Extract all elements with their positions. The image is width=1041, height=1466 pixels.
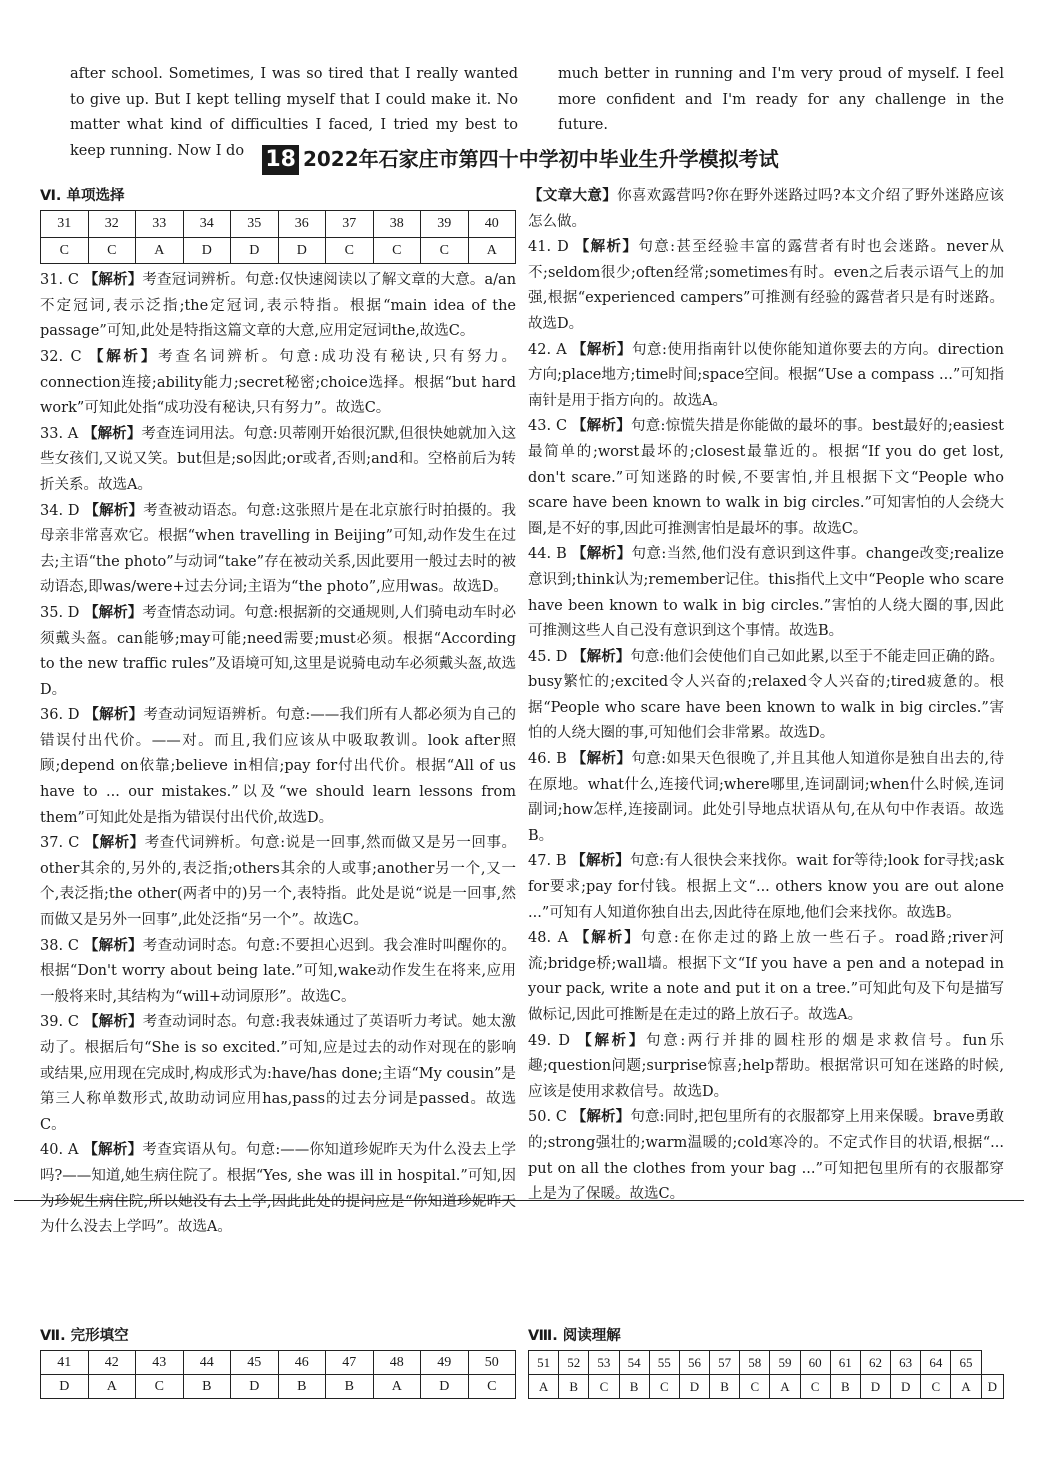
question-number: 55 [649, 1351, 679, 1375]
answer-letter: C [136, 1375, 184, 1399]
answer-letter: B [556, 546, 567, 563]
answer-letter: C [555, 1109, 567, 1126]
section-6-heading: Ⅵ. 单项选择 [40, 188, 125, 204]
analysis-tag: 【解析】 [84, 502, 144, 519]
analysis-tag: 【解析】 [571, 546, 632, 563]
explanation-text: 句意:如果天色很晚了,并且其他人知道你是独自出去的,待在原地。what什么,连接代词;where哪里,连词副词;when什么时候,连词副词;how怎样,连接副词。此处引导地点状语从句,在从句中作表语。故选B。 [528, 751, 1005, 844]
section-8-heading: Ⅷ. 阅读理解 [528, 1328, 621, 1344]
analysis-tag: 【解析】 [83, 272, 143, 289]
answer-letter: D [558, 1032, 570, 1049]
divider-line [14, 1200, 1024, 1201]
explanation-text: 句意:惊慌失措是你能做的最坏的事。best最好的;easiest最简单的;worst最坏的;closest最靠近的。根据“If you do get lost, don't scare.”可知迷路的时候,不要害怕,并且根据下文“People who scare have been known to walk in big circles.”可知害怕的人会绕大圈,是不好的事,因此可推测害怕是最坏的事。故选C。 [528, 418, 1005, 537]
exam-title [0, 144, 1041, 175]
answer-letter: D [679, 1375, 709, 1399]
answer-letter: C [67, 1014, 80, 1031]
answer-letter: C [68, 835, 80, 852]
question-number: 49 [421, 1351, 469, 1375]
answer-letter: D [183, 237, 231, 264]
question-number: 35 [231, 211, 279, 238]
question-number: 65 [951, 1351, 981, 1375]
question-number: 62 [860, 1351, 890, 1375]
explanation-item [40, 703, 516, 831]
question-number: 39 [421, 211, 469, 238]
answer-letter: A [770, 1375, 800, 1399]
explanation-text: 考查冠词辨析。句意:仅快速阅读以了解文章的大意。a/an不定冠词,表示泛指;the定冠词,表示特指。根据“main idea of the passage”可知,此处是特指这篇文章的大意,应用定冠词the,故选C。 [40, 272, 517, 340]
analysis-tag: 【解析】 [82, 425, 142, 442]
answer-letter: C [41, 237, 89, 264]
answer-table-answers [41, 1375, 516, 1399]
summary-tag: 【文章大意】 [528, 188, 618, 204]
question-number: 50 [468, 1351, 516, 1375]
explanation-item [40, 345, 516, 422]
explanation-text: 句意:他们会使他们自己如此累,以至于不能走回正确的路。busy繁忙的;excited令人兴奋的;relaxed令人兴奋的;tired疲惫的。根据“People who scare have been known to walk in big circles.”害怕的人绕大圈的事,可知他们会非常累。故选D。 [528, 648, 1005, 742]
answer-letter: C [373, 237, 421, 264]
explanation-item [40, 268, 516, 345]
answer-letter: B [619, 1375, 649, 1399]
analysis-tag: 【解析】 [572, 648, 631, 665]
analysis-tag: 【解析】 [84, 707, 144, 724]
question-number: 54 [619, 1351, 649, 1375]
question-number: 59 [770, 1351, 800, 1375]
answer-letter: C [800, 1375, 830, 1399]
answer-letter: C [326, 237, 374, 264]
question-number: 48. [528, 930, 552, 947]
explanation-text: 考查名词辨析。句意:成功没有秘诀,只有努力。connection连接;ability能力;secret秘密;choice选择。根据“but hard work”可知此处指“成功没有秘诀,只有努力”。故选C。 [40, 348, 517, 417]
question-number: 31. [40, 272, 64, 289]
answer-letter: A [136, 237, 184, 264]
explanation-item [40, 831, 516, 933]
exam-number-badge: 18 [262, 145, 299, 175]
question-number: 64 [921, 1351, 951, 1375]
section-8 [528, 1324, 1004, 1403]
answer-letter: B [278, 1375, 326, 1399]
question-number: 31 [41, 211, 89, 238]
answer-letter: D [67, 707, 80, 724]
analysis-tag: 【解析】 [88, 348, 159, 365]
answer-letter: C [921, 1375, 951, 1399]
explanation-text: 考查动词时态。句意:我表妹通过了英语听力考试。她太激动了。根据后句“She is so excited.”可知,应是过去的动作对现在的影响或结果,应用现在完成时,构成形式为:have/has done;主语“My cousin”是第三人称单数形式,故助动词应用has,pass的过去分词是passed。故选C。 [40, 1014, 517, 1133]
question-number: 33 [136, 211, 184, 238]
explanation-item [528, 645, 1004, 747]
question-number: 57 [710, 1351, 740, 1375]
analysis-tag: 【解析】 [571, 751, 632, 768]
answer-letter: D [860, 1375, 890, 1399]
explanation-item [528, 338, 1004, 415]
passage-text: after school. Sometimes, I was so tired that I really wanted to give up. But I kept telling myself that I could make it. No matter what kind of difficulties I faced, I tried my best to keep running. Now I do [70, 66, 518, 159]
answer-table-answers [41, 237, 516, 264]
explanation-text: 考查动词时态。句意:不要担心迟到。我会准时叫醒你的。根据“Don't worry about being late.”可知,wake动作发生在将来,应用一般将来时,其结构为“will+动词原形”。故选C。 [40, 937, 517, 1005]
section-8-answer-table [528, 1350, 1004, 1399]
question-number: 40 [468, 211, 516, 238]
question-number: 37 [326, 211, 374, 238]
explanation-item [40, 1138, 516, 1240]
section-7-answer-table [40, 1350, 516, 1399]
passage-text: much better in running and I'm very proud of myself. I feel more confident and I'm ready for any challenge in the future. [558, 66, 1004, 134]
answer-letter: A [67, 1142, 79, 1159]
answer-letter: C [67, 272, 79, 289]
question-number: 49. [528, 1032, 552, 1049]
right-explanations [528, 235, 1004, 1208]
section-7-heading: Ⅶ. 完形填空 [40, 1328, 129, 1344]
question-number: 46. [528, 751, 552, 768]
article-summary [528, 184, 1004, 235]
answer-letter: B [326, 1375, 374, 1399]
section-6-answer-table [40, 210, 516, 264]
explanation-item [40, 1010, 516, 1138]
answer-letter: C [740, 1375, 770, 1399]
analysis-tag: 【解析】 [574, 930, 641, 947]
explanation-item [40, 499, 516, 601]
explanation-item [528, 542, 1004, 644]
explanation-item [40, 422, 516, 499]
answer-letter: D [67, 604, 80, 621]
answer-letter: C [649, 1375, 679, 1399]
analysis-tag: 【解析】 [577, 1032, 647, 1049]
answer-letter: D [421, 1375, 469, 1399]
analysis-tag: 【解析】 [83, 1014, 143, 1031]
question-number: 51 [529, 1351, 559, 1375]
question-number: 52 [559, 1351, 589, 1375]
question-number: 45. [528, 648, 552, 665]
question-number: 42. [528, 341, 552, 358]
answer-letter: A [468, 237, 516, 264]
answer-table-answers [529, 1375, 1004, 1399]
answer-table-numbers [529, 1351, 1004, 1375]
explanation-text: 考查代词辨析。句意:说是一回事,然而做又是另一回事。other其余的,另外的,表泛指;others其余的人或事;another另一个,又一个,表泛指;the other(两者中的)另一个,表特指。此处是说“说是一回事,然而做又是另外一回事”,此处泛指“另一个”。故选C。 [40, 835, 517, 929]
analysis-tag: 【解析】 [571, 1109, 631, 1126]
explanation-text: 句意:两行并排的圆柱形的烟是求救信号。fun乐趣;question问题;surprise惊喜;help帮助。根据常识可知在迷路的时候,应该是使用求救信号。故选D。 [528, 1032, 1005, 1100]
analysis-tag: 【解析】 [84, 604, 143, 621]
question-number: 35. [40, 604, 64, 621]
left-column [40, 184, 516, 1241]
analysis-tag: 【解析】 [571, 853, 630, 870]
question-number: 40. [40, 1142, 64, 1159]
explanation-item [528, 1029, 1004, 1106]
explanation-text: 考查动词短语辨析。句意:——我们所有人都必须为自己的错误付出代价。——对。而且,我们应该从中吸取教训。look after照顾;depend on依靠;believe in相信;pay for付出代价。根据“All of us have to ... our mistakes.”以及“we should learn lessons from them”可知此处是指为错误付出代价,故选D。 [40, 707, 517, 826]
question-number: 44. [528, 546, 552, 563]
answer-table-numbers [41, 1351, 516, 1375]
left-explanations [40, 268, 516, 1241]
question-number: 36. [40, 707, 64, 724]
question-number: 43. [528, 418, 552, 435]
answer-letter: C [67, 937, 80, 954]
answer-letter: B [556, 751, 567, 768]
explanation-item [528, 414, 1004, 542]
answer-letter: A [373, 1375, 421, 1399]
question-number: 43 [136, 1351, 184, 1375]
question-number: 61 [830, 1351, 860, 1375]
analysis-tag: 【解析】 [571, 418, 631, 435]
answer-letter: A [557, 930, 569, 947]
answer-letter: A [951, 1375, 981, 1399]
question-number: 50. [528, 1109, 552, 1126]
explanation-item [528, 747, 1004, 849]
explanation-item [40, 601, 516, 703]
answer-letter: C [555, 418, 568, 435]
answer-letter: C [421, 237, 469, 264]
answer-table-numbers [41, 211, 516, 238]
explanation-text: 句意:使用指南针以使你能知道你要去的方向。direction方向;place地方;time时间;space空间。根据“Use a compass ...”可知指南针是用于指方向的。故选A。 [528, 341, 1005, 409]
question-number: 63 [891, 1351, 921, 1375]
answer-letter: D [231, 237, 279, 264]
question-number: 39. [40, 1014, 64, 1031]
analysis-tag: 【解析】 [571, 341, 632, 358]
answer-letter: D [891, 1375, 921, 1399]
answer-letter: B [559, 1375, 589, 1399]
explanation-text: 句意:甚至经验丰富的露营者有时也会迷路。never从不;seldom很少;often经常;sometimes有时。even之后表示语气上的加强,根据“experienced campers”可推测有经验的露营者只是有时迷路。故选D。 [528, 239, 1005, 332]
question-number: 38 [373, 211, 421, 238]
question-number: 47. [528, 853, 552, 870]
answer-letter: C [70, 348, 82, 365]
question-number: 48 [373, 1351, 421, 1375]
explanation-text: 句意:同时,把包里所有的衣服都穿上用来保暖。brave勇敢的;strong强壮的;warm温暖的;cold寒冷的。不定式作目的状语,根据“... put on all the clothes from your bag ...”可知把包里所有的衣服都穿上是为了保暖。故选C。 [528, 1109, 1005, 1203]
analysis-tag: 【解析】 [84, 835, 145, 852]
question-number: 32 [88, 211, 136, 238]
explanation-item [528, 849, 1004, 926]
answer-letter: B [710, 1375, 740, 1399]
answer-letter: D [67, 502, 80, 519]
explanation-text: 考查被动语态。句意:这张照片是在北京旅行时拍摄的。我母亲非常喜欢它。根据“when travelling in Beijing”可知,动作发生在过去;主语“the photo”与动词“take”存在被动关系,因此要用一般过去时的被动语态,即was/were+过去分词;主语为“the photo”,应用was。故选D。 [40, 502, 517, 596]
answer-letter: A [88, 1375, 136, 1399]
question-number: 56 [679, 1351, 709, 1375]
explanation-text: 考查宾语从句。句意:——你知道珍妮昨天为什么没去上学吗?——知道,她生病住院了。根据“Yes, she was ill in hospital.”可知,因为珍妮生病住院,所以她没有去上学,因此此处的提问应是“你知道珍妮昨天为什么没去上学吗”。故选A。 [40, 1142, 517, 1236]
explanation-text: 句意:在你走过的路上放一些石子。road路;river河流;bridge桥;wall墙。根据下文“If you have a pen and a notepad in your pack, write a note and put it on a tree.”可知此句及下句是描写做标记,因此可推断是在走过的路上放石子。故选A。 [528, 930, 1005, 1023]
analysis-tag: 【解析】 [83, 1142, 143, 1159]
explanation-item [528, 1105, 1004, 1207]
answer-letter: A [529, 1375, 559, 1399]
question-number: 36 [278, 211, 326, 238]
explanation-text: 考查情态动词。句意:根据新的交通规则,人们骑电动车时必须戴头盔。can能够;may可能;need需要;must必须。根据“According to the new traffic rules”及语境可知,这里是说骑电动车必须戴头盔,故选D。 [40, 604, 517, 698]
question-number: 33. [40, 425, 64, 442]
summary-text: 你喜欢露营吗?你在野外迷路过吗?本文介绍了野外迷路应该怎么做。 [528, 188, 1005, 230]
exam-title-text: 2022年石家庄市第四十中学初中毕业生升学模拟考试 [302, 147, 779, 171]
question-number: 47 [326, 1351, 374, 1375]
answer-letter: B [183, 1375, 231, 1399]
answer-letter: D [278, 237, 326, 264]
question-number: 53 [589, 1351, 619, 1375]
answer-letter: C [88, 237, 136, 264]
answer-letter: A [556, 341, 567, 358]
answer-letter: D [981, 1375, 1003, 1399]
answer-letter: B [830, 1375, 860, 1399]
question-number: 46 [278, 1351, 326, 1375]
answer-letter: D [41, 1375, 89, 1399]
question-number: 41. [528, 239, 552, 256]
analysis-tag: 【解析】 [574, 239, 639, 256]
answer-letter: D [231, 1375, 279, 1399]
top-right-passage [558, 62, 1004, 139]
question-number: 45 [231, 1351, 279, 1375]
answer-letter: A [67, 425, 79, 442]
analysis-tag: 【解析】 [83, 937, 143, 954]
question-number: 32. [40, 348, 64, 365]
question-number: 37. [40, 835, 64, 852]
question-number: 38. [40, 937, 64, 954]
explanation-item [528, 926, 1004, 1028]
question-number: 41 [41, 1351, 89, 1375]
explanation-text: 考查连词用法。句意:贝蒂刚开始很沉默,但很快她就加入这些女孩们,又说又笑。but但是;so因此;or或者,否则;and和。空格前后为转折关系。故选A。 [40, 425, 517, 493]
section-7 [40, 1324, 516, 1403]
question-number: 34. [40, 502, 64, 519]
question-number: 44 [183, 1351, 231, 1375]
question-number: 60 [800, 1351, 830, 1375]
right-column [528, 184, 1004, 1208]
explanation-item [528, 235, 1004, 337]
answer-letter: D [555, 648, 568, 665]
answer-letter: C [589, 1375, 619, 1399]
explanation-item [40, 934, 516, 1011]
answer-letter: D [557, 239, 569, 256]
question-number: 58 [740, 1351, 770, 1375]
explanation-text: 句意:有人很快会来找你。wait for等待;look for寻找;ask for要求;pay for付钱。根据上文“... others know you are out alone ...”可知有人知道你独自出去,因此待在原地,他们会来找你。故选B。 [528, 853, 1004, 921]
question-number: 42 [88, 1351, 136, 1375]
question-number: 34 [183, 211, 231, 238]
answer-letter: C [468, 1375, 516, 1399]
explanation-text: 句意:当然,他们没有意识到这件事。change改变;realize意识到;think认为;remember记住。this指代上文中“People who scare have been known to walk in big circles.”害怕的人绕大圈的事,因此可推测这些人自己没有意识到这个事情。故选B。 [528, 546, 1005, 640]
answer-letter: B [555, 853, 567, 870]
